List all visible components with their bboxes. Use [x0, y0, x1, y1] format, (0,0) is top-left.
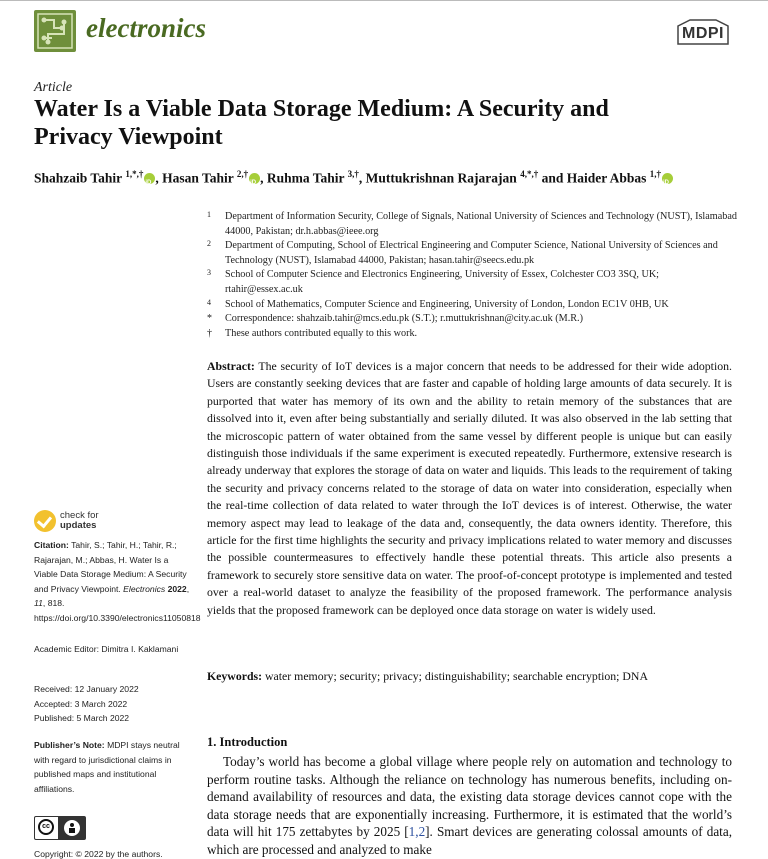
author-affiliation-marks: 2,†: [236, 169, 249, 179]
affiliation-mark: 4: [207, 297, 211, 307]
author-affiliation-marks: 4,*,†: [520, 169, 539, 179]
published-date: Published: 5 March 2022: [34, 713, 130, 723]
abstract-text: The security of IoT devices is a major concern that needs to be addressed for their wide adoption. Users are constantly seeking devices that are faster and capable of holding large amounts of data securely. It is purported that water has memory of its own and the ability to retain memory of the substances that are dissolved into it, even after being substantially and serially diluted. It was also observed in the lab setting that the microscopic pattern of water obtained from the same vessel by different people is unique but can easily distinguish those individuals if the same experiment is executed repeatedly. Furthermore, extensive research is already underway that explores the storage of data on water and liquids. This leads to the requirement of taking the security and privacy concerns related to the storage of data on water into consideration, especially when the real-time collection of data related to water through the IoT devices is of interest. Otherwise, the water memory aspect may lead to leakage of the data and, consequently, the data owners identity. Therefore, this article for the first time highlights the security and privacy implications related to water memory and discusses the possible countermeasures to effectively handle these potential threats. This article also presents a framework to securely store sensitive data on water. The proof-of-concept prototype is implemented and tested over a real-world dataset to analyze the feasibility of the proposed framework. The performance analysis yields that the proposed framework can be deployed once data storage on water is widely used.: [207, 359, 732, 617]
author-affiliation-marks: 3,†: [347, 169, 359, 179]
citation-year: 2022: [167, 583, 187, 594]
mdpi-logo[interactable]: [676, 18, 730, 46]
orcid-icon[interactable]: [249, 173, 260, 184]
affiliation-mark: 3: [207, 268, 211, 278]
orcid-icon[interactable]: [144, 173, 155, 184]
citation-journal: Electronics: [123, 583, 166, 594]
check-icon: [34, 510, 56, 532]
affiliation-item: [207, 239, 737, 268]
author-name[interactable]: Shahzaib Tahir: [34, 170, 126, 186]
affiliation-item: [207, 298, 737, 313]
citation-doi[interactable]: , 818. https://doi.org/10.3390/electronics11050818: [34, 598, 201, 623]
publishers-note: [34, 738, 194, 796]
check-for-updates-button[interactable]: [34, 510, 144, 534]
affiliation-mark: 2: [207, 239, 211, 249]
affiliation-mark: *: [207, 313, 212, 325]
author-separator: ,: [358, 170, 366, 186]
intro-text: Today’s world has become a global village where people rely on automation and technology to perform routine tasks. Although the reliance on technology has numerous benefits, including on-demand availability of resources and data, the existing data storage devices cannot cope with the data storage needs that are exponentially increasing. Furthermore, it is estimated that the world’s data will hit 175 zettabytes by 2025 [: [207, 754, 732, 839]
by-person-icon: [64, 820, 80, 836]
affiliation-mark: †: [207, 327, 212, 339]
intro-text: ]. Smart devices are generating colossal amounts of data, which are processed and analyzed to make: [207, 824, 732, 857]
abstract: [207, 358, 732, 619]
author-name[interactable]: Haider Abbas: [566, 170, 650, 186]
author-list: [34, 165, 754, 188]
keywords-text: water memory; security; privacy; distinguishability; searchable encryption; DNA: [265, 669, 648, 683]
citation-link[interactable]: 1,2: [408, 824, 426, 839]
keywords: [207, 668, 732, 685]
publishers-note-label: Publisher’s Note:: [34, 740, 105, 750]
article-type: Article: [34, 80, 73, 95]
introduction-paragraph: [207, 753, 732, 858]
title-line: Privacy Viewpoint: [34, 124, 223, 150]
publisher-name: MDPI: [682, 25, 724, 42]
citation-volume: 11: [34, 598, 43, 608]
affiliation-text: School of Mathematics, Computer Science and Engineering, University of London, London EC1V 0HB, UK: [225, 298, 669, 310]
author-affiliation-marks: 1,†: [649, 169, 661, 179]
affiliation-text: Correspondence: shahzaib.tahir@mcs.edu.pk (S.T.); r.muttukrishnan@city.ac.uk (M.R.): [225, 313, 583, 325]
cc-icon: cc: [38, 819, 54, 835]
abstract-label: Abstract:: [207, 359, 255, 373]
affiliation-mark: 1: [207, 210, 211, 219]
affiliation-text: Department of Information Security, College of Signals, National University of Sciences and Technology (NUST), Islamabad 44000, Pakistan; dr.h.abbas@ieee.org: [225, 211, 737, 237]
accepted-date: Accepted: 3 March 2022: [34, 698, 128, 709]
affiliation-item: [207, 312, 737, 327]
author-name[interactable]: Hasan Tahir: [162, 170, 237, 186]
author-separator: ,: [260, 170, 267, 186]
citation-label: Citation:: [34, 540, 69, 550]
journal-name[interactable]: electronics: [86, 13, 206, 43]
dates: [34, 682, 194, 726]
copyright-text: Copyright: © 2022 by the authors.: [34, 849, 163, 859]
author-affiliation-marks: 1,*,†: [125, 169, 144, 179]
orcid-icon[interactable]: [662, 173, 673, 184]
title-line: Water Is a Viable Data Storage Medium: A Security and: [34, 96, 609, 122]
affiliation-item: [207, 327, 737, 342]
publishers-note-text: MDPI stays neutral with regard to jurisdictional claims in published maps and institutional affiliations.: [34, 740, 180, 794]
keywords-label: Keywords:: [207, 669, 263, 683]
cc-by-license-badge[interactable]: [34, 816, 86, 840]
affiliation-item: [207, 210, 737, 239]
check-for-updates-label: check for updates: [60, 510, 99, 531]
affiliation-text: School of Computer Science and Electronics Engineering, University of Essex, Colchester CO3 3SQ, UK; rtahir@essex.ac.uk: [225, 269, 660, 295]
citation-block: Citation: Tahir, S.; Tahir, H.; Tahir, R.; Rajarajan, M.; Abbas, H. Water Is a Viable Data Storage Medium: A Security and Privacy Viewpoint. Electronics 2022, 11, 818. https://doi.org/10.3390/electronics11050818: [34, 540, 201, 623]
journal-logo: [34, 10, 76, 52]
author-separator: ,: [155, 170, 163, 186]
affiliations: [207, 210, 737, 341]
citation-text: Tahir, S.; Tahir, H.; Tahir, R.; Rajarajan, M.; Abbas, H. Water Is a Viable Data Storage Medium: A Security and Privacy Viewpoint.: [34, 540, 187, 594]
academic-editor: Academic Editor: Dimitra I. Kaklamani: [34, 644, 179, 654]
affiliation-text: These authors contributed equally to this work.: [225, 327, 418, 339]
section-heading: 1. Introduction: [207, 735, 288, 749]
affiliation-item: [207, 268, 737, 297]
received-date: Received: 12 January 2022: [34, 684, 139, 694]
article-title: [34, 95, 734, 151]
top-rule: [0, 0, 768, 1]
affiliation-text: Department of Computing, School of Electrical Engineering and Computer Science, National University of Sciences and Technology (NUST), Islamabad 44000, Pakistan; hasan.tahir@seecs.edu.pk: [225, 240, 718, 266]
author-separator: and: [538, 170, 567, 186]
author-name[interactable]: Ruhma Tahir: [266, 170, 348, 186]
author-name[interactable]: Muttukrishnan Rajarajan: [365, 170, 521, 186]
